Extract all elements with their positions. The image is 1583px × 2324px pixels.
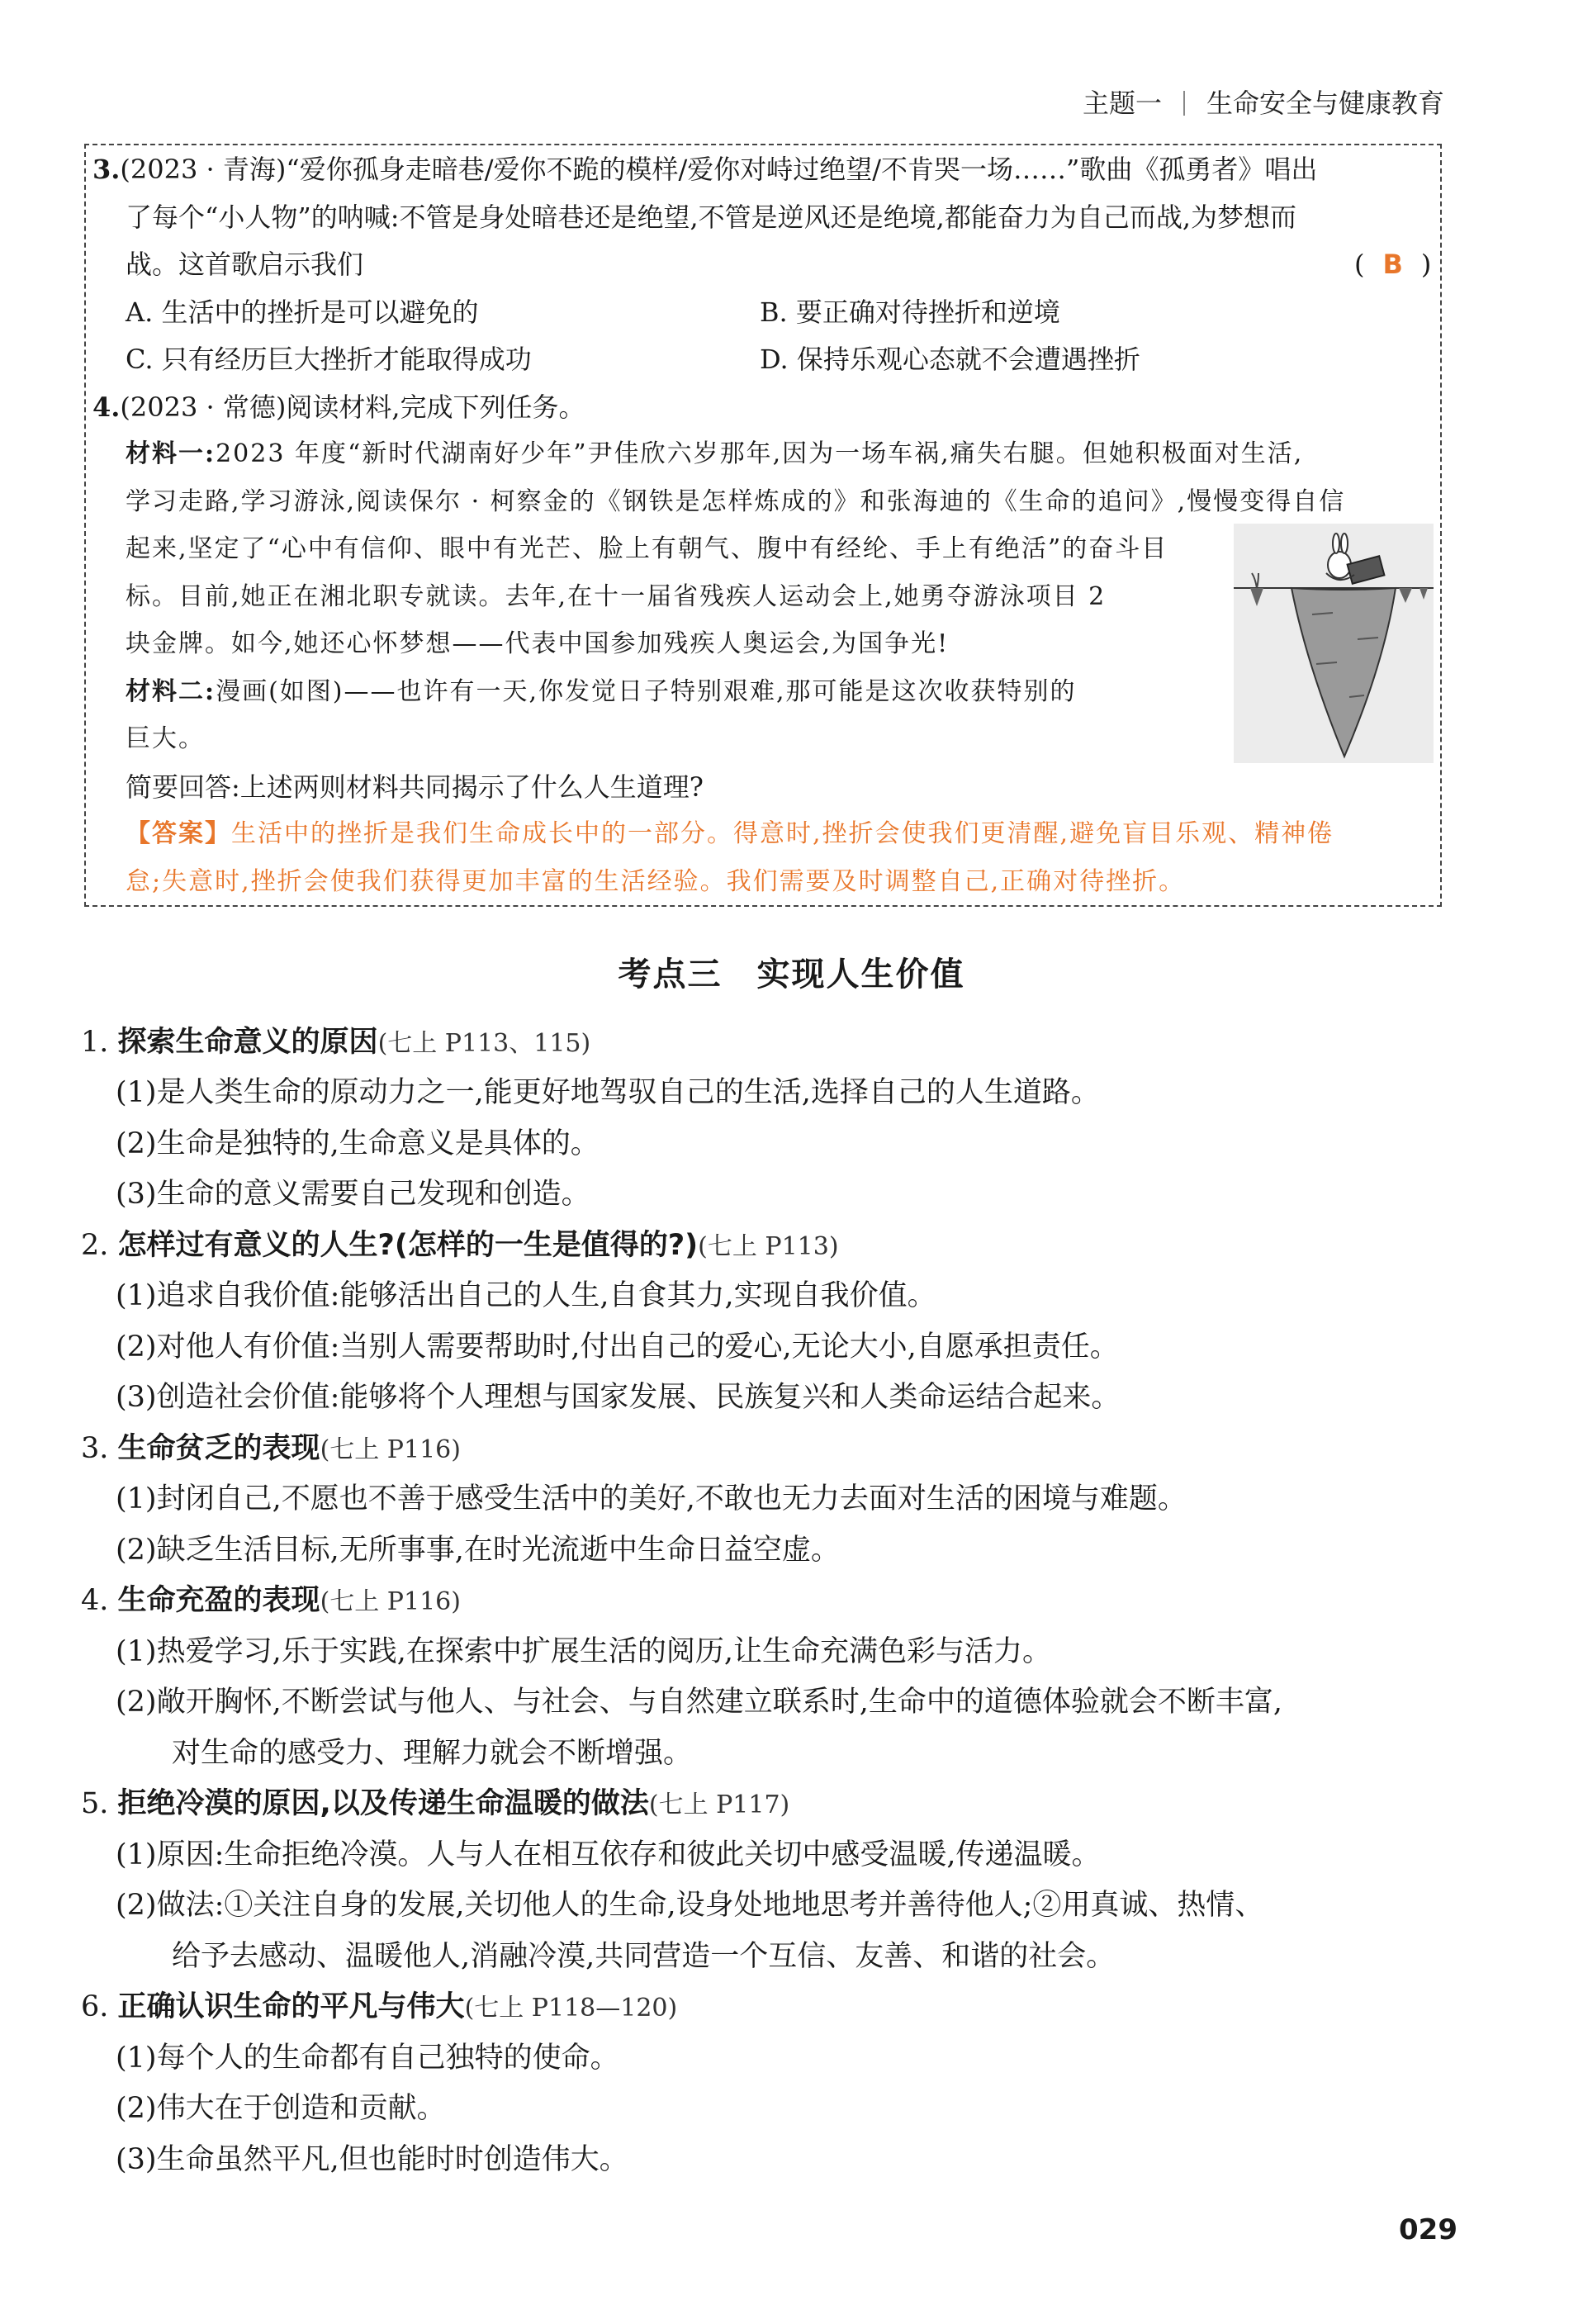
point4-item1: (1)热爱学习,乐于实践,在探索中扩展生活的阅历,让生命充满色彩与活力。 — [116, 1635, 1051, 1668]
answer-tag: 【答案】 — [126, 819, 231, 848]
q3-option-d: D. 保持乐观心态就不会遭遇挫折 — [760, 344, 1140, 375]
header-theme: 主题一 — [1082, 88, 1162, 119]
point6-item1: (1)每个人的生命都有自己独特的使命。 — [116, 2042, 619, 2075]
point4-heading: 4. 生命充盈的表现(七上 P116) — [81, 1584, 461, 1617]
point5-item1: (1)原因:生命拒绝冷漠。人与人在相互依存和彼此关切中感受温暖,传递温暖。 — [116, 1838, 1101, 1871]
q4-answer-line2: 怠;失意时,挫折会使我们获得更加丰富的生活经验。我们需要及时调整自己,正确对待挫折。 — [126, 867, 1186, 896]
point6-heading: 6. 正确认识生命的平凡与伟大(七上 P118—120) — [81, 1990, 678, 2023]
point6-item2: (2)伟大在于创造和贡献。 — [116, 2092, 446, 2125]
point3-item1: (1)封闭自己,不愿也不善于感受生活中的美好,不敢也无力去面对生活的困境与难题。 — [116, 1482, 1187, 1515]
header-separator — [1183, 91, 1185, 116]
q4-material1-line3: 起来,坚定了“心中有信仰、眼中有光芒、脸上有朝气、腹中有经纶、手上有绝活”的奋斗目 — [126, 534, 1168, 563]
q3-option-b: B. 要正确对待挫折和逆境 — [760, 296, 1060, 328]
material1-label: 材料一: — [126, 439, 216, 468]
q4-material2-line1: 材料二:漫画(如图)——也许有一天,你发觉日子特别艰难,那可能是这次收获特别的 — [126, 677, 1077, 706]
cartoon-image — [1234, 524, 1434, 763]
point1-item1: (1)是人类生命的原动力之一,能更好地驾驭自己的生活,选择自己的人生道路。 — [116, 1076, 1100, 1109]
point1-item3: (3)生命的意义需要自己发现和创造。 — [116, 1178, 590, 1211]
point1-heading: 1. 探索生命意义的原因(七上 P113、115) — [81, 1026, 591, 1059]
q3-line2: 了每个“小人物”的呐喊:不管是身处暗巷还是绝望,不管是逆风还是绝境,都能奋力为自己而战,为梦想而 — [126, 202, 1297, 233]
q4-material1-line1: 材料一:2023 年度“新时代湖南好少年”尹佳欣六岁那年,因为一场车祸,痛失右腿。但她积极面对生活, — [126, 439, 1304, 468]
point5-item2: (2)做法:①关注自身的发展,关切他人的生命,设身处地地思考并善待他人;②用真诚、热情、 — [116, 1889, 1264, 1922]
carrot-cartoon-illustration — [1234, 524, 1434, 763]
q3-answer-bracket: ( B ) — [1354, 249, 1432, 280]
point6-item3: (3)生命虽然平凡,但也能时时创造伟大。 — [116, 2143, 628, 2176]
page-number: 029 — [1399, 2213, 1457, 2246]
point3-item2: (2)缺乏生活目标,无所事事,在时光流逝中生命日益空虚。 — [116, 1534, 840, 1567]
q4-question: 简要回答:上述两则材料共同揭示了什么人生道理? — [126, 771, 704, 803]
point5-heading: 5. 拒绝冷漠的原因,以及传递生命温暖的做法(七上 P117) — [81, 1787, 790, 1820]
page-header — [1083, 83, 1444, 121]
q3-number: 3. — [92, 154, 121, 185]
q4-material1-line2: 学习走路,学习游泳,阅读保尔 · 柯察金的《钢铁是怎样炼成的》和张海迪的《生命的追问》,慢慢变得自信 — [126, 487, 1346, 516]
point1-item2: (2)生命是独特的,生命意义是具体的。 — [116, 1127, 600, 1160]
point2-item3: (3)创造社会价值:能够将个人理想与国家发展、民族复兴和人类命运结合起来。 — [116, 1381, 1121, 1414]
q3-option-a: A. 生活中的挫折是可以避免的 — [126, 296, 479, 328]
material2-label: 材料二: — [126, 677, 216, 706]
point5-item2-cont: 给予去感动、温暖他人,消融冷漠,共同营造一个互信、友善、和谐的社会。 — [172, 1940, 1116, 1973]
q3-answer: B — [1382, 249, 1403, 280]
q3-line3: 战。这首歌启示我们 — [126, 249, 364, 280]
q4-answer-line1: 【答案】生活中的挫折是我们生命成长中的一部分。得意时,挫折会使我们更清醒,避免盲目乐观、精神倦 — [126, 819, 1334, 848]
section-title: 考点三 实现人生价值 — [618, 956, 965, 994]
q4-intro: 4.(2023 · 常德)阅读材料,完成下列任务。 — [92, 391, 585, 423]
point4-item2-cont: 对生命的感受力、理解力就会不断增强。 — [172, 1737, 693, 1770]
q4-material2-line2: 巨大。 — [126, 724, 205, 753]
point2-item2: (2)对他人有价值:当别人需要帮助时,付出自己的爱心,无论大小,自愿承担责任。 — [116, 1330, 1119, 1364]
point3-heading: 3. 生命贫乏的表现(七上 P116) — [81, 1432, 461, 1465]
header-title: 生命安全与健康教育 — [1206, 88, 1444, 119]
point2-heading: 2. 怎样过有意义的人生?(怎样的一生是值得的?)(七上 P113) — [81, 1229, 839, 1262]
q3-option-c: C. 只有经历巨大挫折才能取得成功 — [126, 344, 532, 375]
q4-number: 4. — [92, 391, 121, 423]
point4-item2: (2)敞开胸怀,不断尝试与他人、与社会、与自然建立联系时,生命中的道德体验就会不断丰富, — [116, 1686, 1282, 1719]
q4-material1-line5: 块金牌。如今,她还心怀梦想——代表中国参加残疾人奥运会,为国争光! — [126, 629, 950, 658]
q3-line1: 3.(2023 · 青海)“爱你孤身走暗巷/爱你不跪的模样/爱你对峙过绝望/不肯哭一场……”歌曲《孤勇者》唱出 — [92, 154, 1318, 185]
q4-material1-line4: 标。目前,她正在湘北职专就读。去年,在十一届省残疾人运动会上,她勇夺游泳项目 2 — [126, 582, 1107, 611]
point2-item1: (1)追求自我价值:能够活出自己的人生,自食其力,实现自我价值。 — [116, 1279, 936, 1312]
